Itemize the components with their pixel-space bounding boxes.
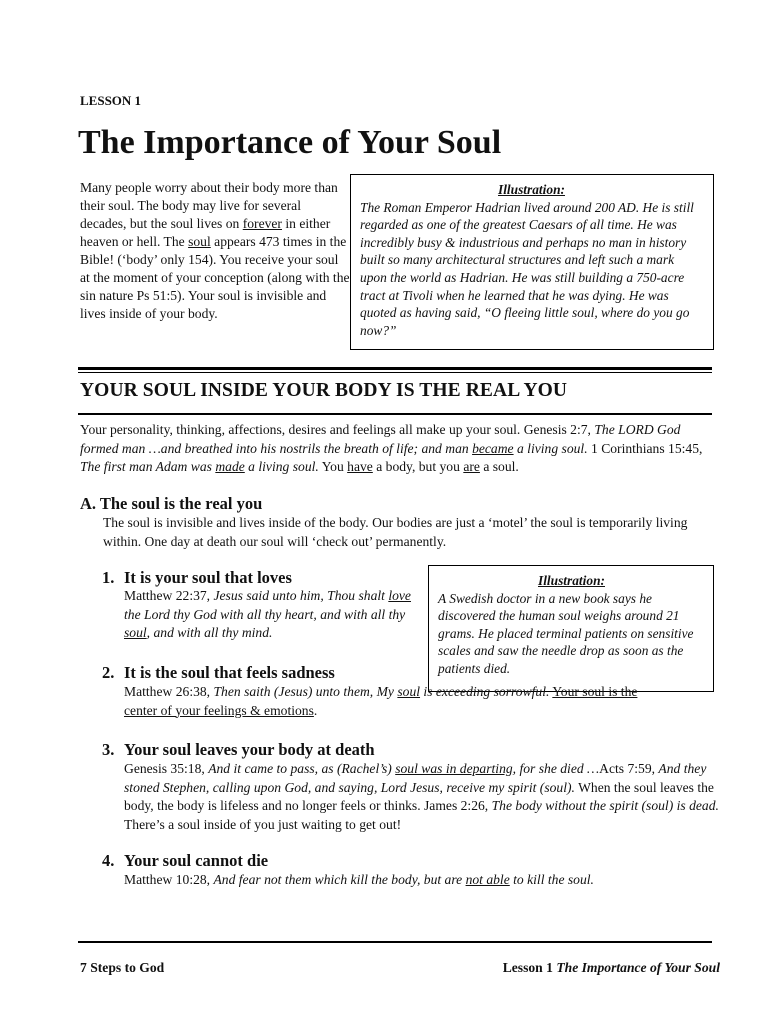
illustration-box-hadrian	[350, 174, 714, 350]
point-4-heading	[102, 851, 268, 871]
point-3-scripture: And it came to pass, as (Rachel’s)	[208, 761, 396, 776]
main-underline-are: are	[463, 459, 480, 474]
section-a-text: The soul is invisible and lives inside of the body. Our bodies are just a ‘motel’ the soul is temporarily living within. One day at death our soul will ‘check out’ permanently.	[103, 515, 688, 549]
intro-underline-forever: forever	[242, 216, 282, 231]
point-1-underline-soul: soul	[124, 625, 147, 640]
footer-lesson-name: The Importance of Your Soul	[556, 960, 720, 975]
point-4-ref: Matthew 10:28,	[124, 872, 214, 887]
page-title: The Importance of Your Soul	[78, 124, 502, 161]
point-4-number: 4.	[102, 851, 115, 870]
intro-text-3: appears 473 times in the Bible! (‘body’ only 154). You receive your soul at the moment of your conception (along with the sin nature Ps 51:5). Your soul is invisible and lives inside of your body.	[80, 234, 350, 321]
point-4-title: Your soul cannot die	[124, 851, 269, 870]
section-heading: YOUR SOUL INSIDE YOUR BODY IS THE REAL YOU	[80, 380, 568, 401]
illustration-text: The Roman Emperor Hadrian lived around 200 AD. He is still regarded as one of the greatest Caesars of all time. He was incredibly busy & industrious and perhaps no man in history built so many architectural structures and left such a mark upon the world as Hadrian. He was still building a 750-acre tract at Tivoli when he learned that he was dying. He was quoted as having said, “O fleeing little soul, where do you go now?”	[360, 199, 694, 338]
section-a-heading: A. The soul is the real you	[80, 494, 263, 513]
point-1-scripture: Jesus said unto him, Thou shalt	[213, 588, 389, 603]
illustration-text: A Swedish doctor in a new book says he discovered the human soul weighs around 21 grams. He placed terminal patients on sensitive scales and saw the needle drop as soon as the patients died.	[438, 590, 694, 676]
footer-lesson-title	[503, 960, 720, 976]
point-3-heading	[102, 740, 375, 760]
main-text: Your personality, thinking, affections, desires and feelings all make up your soul. Genesis 2:7,	[80, 422, 595, 437]
main-text: You	[318, 459, 348, 474]
main-text: a body, but you	[372, 459, 464, 474]
point-1-heading	[102, 568, 292, 588]
main-scripture: The LORD God formed man …and breathed into his nostrils the breath of life; and man	[80, 422, 681, 456]
point-3-text-body: When the soul leaves the body, the body is lifeless and no longer feels or thinks. James 2:26,	[124, 779, 714, 813]
lesson-label: LESSON 1	[80, 93, 142, 108]
main-paragraph	[80, 421, 720, 477]
point-1-ref: Matthew 22:37,	[124, 588, 214, 603]
point-3-ref: Genesis 35:18,	[124, 761, 209, 776]
point-4-underline-not-able: not able	[465, 872, 510, 887]
point-3-scripture: And they stoned Stephen, calling upon God, and saying, Lord Jesus, receive my spirit (soul).	[124, 761, 707, 795]
point-2-number: 2.	[102, 663, 115, 682]
point-3-title: Your soul leaves your body at death	[124, 740, 375, 759]
footer-book-title: 7 Steps to God	[80, 960, 165, 975]
point-3-number: 3.	[102, 740, 115, 759]
illustration-title: Illustration:	[538, 573, 605, 588]
point-1-scripture: the Lord thy God with all thy heart, and with all thy	[124, 606, 406, 622]
point-1-text	[124, 587, 414, 643]
footer-lesson-number: Lesson 1	[502, 960, 557, 975]
main-text: 1 Corinthians 15:45,	[587, 440, 703, 456]
main-scripture: a living soul.	[244, 459, 319, 474]
point-4-text	[124, 871, 724, 890]
section-rule-top-thick	[78, 367, 712, 370]
point-2-underline-center: Your soul is the center of your feelings & emotions	[124, 684, 638, 718]
main-scripture: The first man Adam was	[80, 459, 216, 474]
point-2-period: .	[313, 702, 318, 718]
main-text: a soul.	[479, 459, 519, 474]
intro-text-2: in either heaven or hell. The	[80, 216, 331, 249]
point-2-scripture: is exceeding sorrowful.	[420, 684, 550, 699]
point-1-title: It is your soul that loves	[124, 568, 292, 587]
intro-underline-soul: soul	[188, 234, 211, 249]
section-rule-bottom	[78, 413, 712, 415]
point-2-underline-soul: soul	[397, 684, 421, 699]
point-3-scripture: , for she died …	[512, 761, 600, 776]
intro-paragraph	[80, 179, 350, 323]
point-4-scripture: to kill the soul.	[509, 872, 594, 887]
section-rule-top-thin	[78, 372, 712, 373]
main-scripture: a living soul.	[513, 440, 588, 456]
point-1-scripture: , and with all thy mind.	[146, 625, 273, 640]
main-underline-made: made	[215, 459, 245, 474]
main-underline-became: became	[472, 440, 514, 456]
illustration-title: Illustration:	[498, 182, 565, 197]
point-1-number: 1.	[102, 568, 115, 587]
footer-rule	[78, 941, 712, 943]
point-3-ref-acts: Acts 7:59,	[599, 761, 659, 776]
intro-text-1: Many people worry about their body more than their soul. The body may live for several decades, but the soul lives on	[80, 180, 338, 231]
main-underline-have: have	[347, 459, 373, 474]
point-2-ref: Matthew 26:38,	[124, 684, 214, 699]
point-3-text	[124, 760, 724, 834]
point-2-heading	[102, 663, 335, 683]
point-1-underline-love: love	[388, 588, 411, 603]
point-2-scripture: Then saith (Jesus) unto them, My	[213, 684, 398, 699]
point-3-text-end: There’s a soul inside of you just waiting to get out!	[124, 816, 402, 832]
point-3-scripture: The body without the spirit (soul) is dead.	[491, 798, 719, 813]
point-2-text	[124, 683, 654, 720]
point-4-scripture: And fear not them which kill the body, but are	[213, 872, 466, 887]
illustration-box-swedish-doctor	[428, 565, 714, 692]
point-3-underline-departing: soul was in departing	[395, 761, 513, 776]
point-2-title: It is the soul that feels sadness	[124, 663, 335, 682]
